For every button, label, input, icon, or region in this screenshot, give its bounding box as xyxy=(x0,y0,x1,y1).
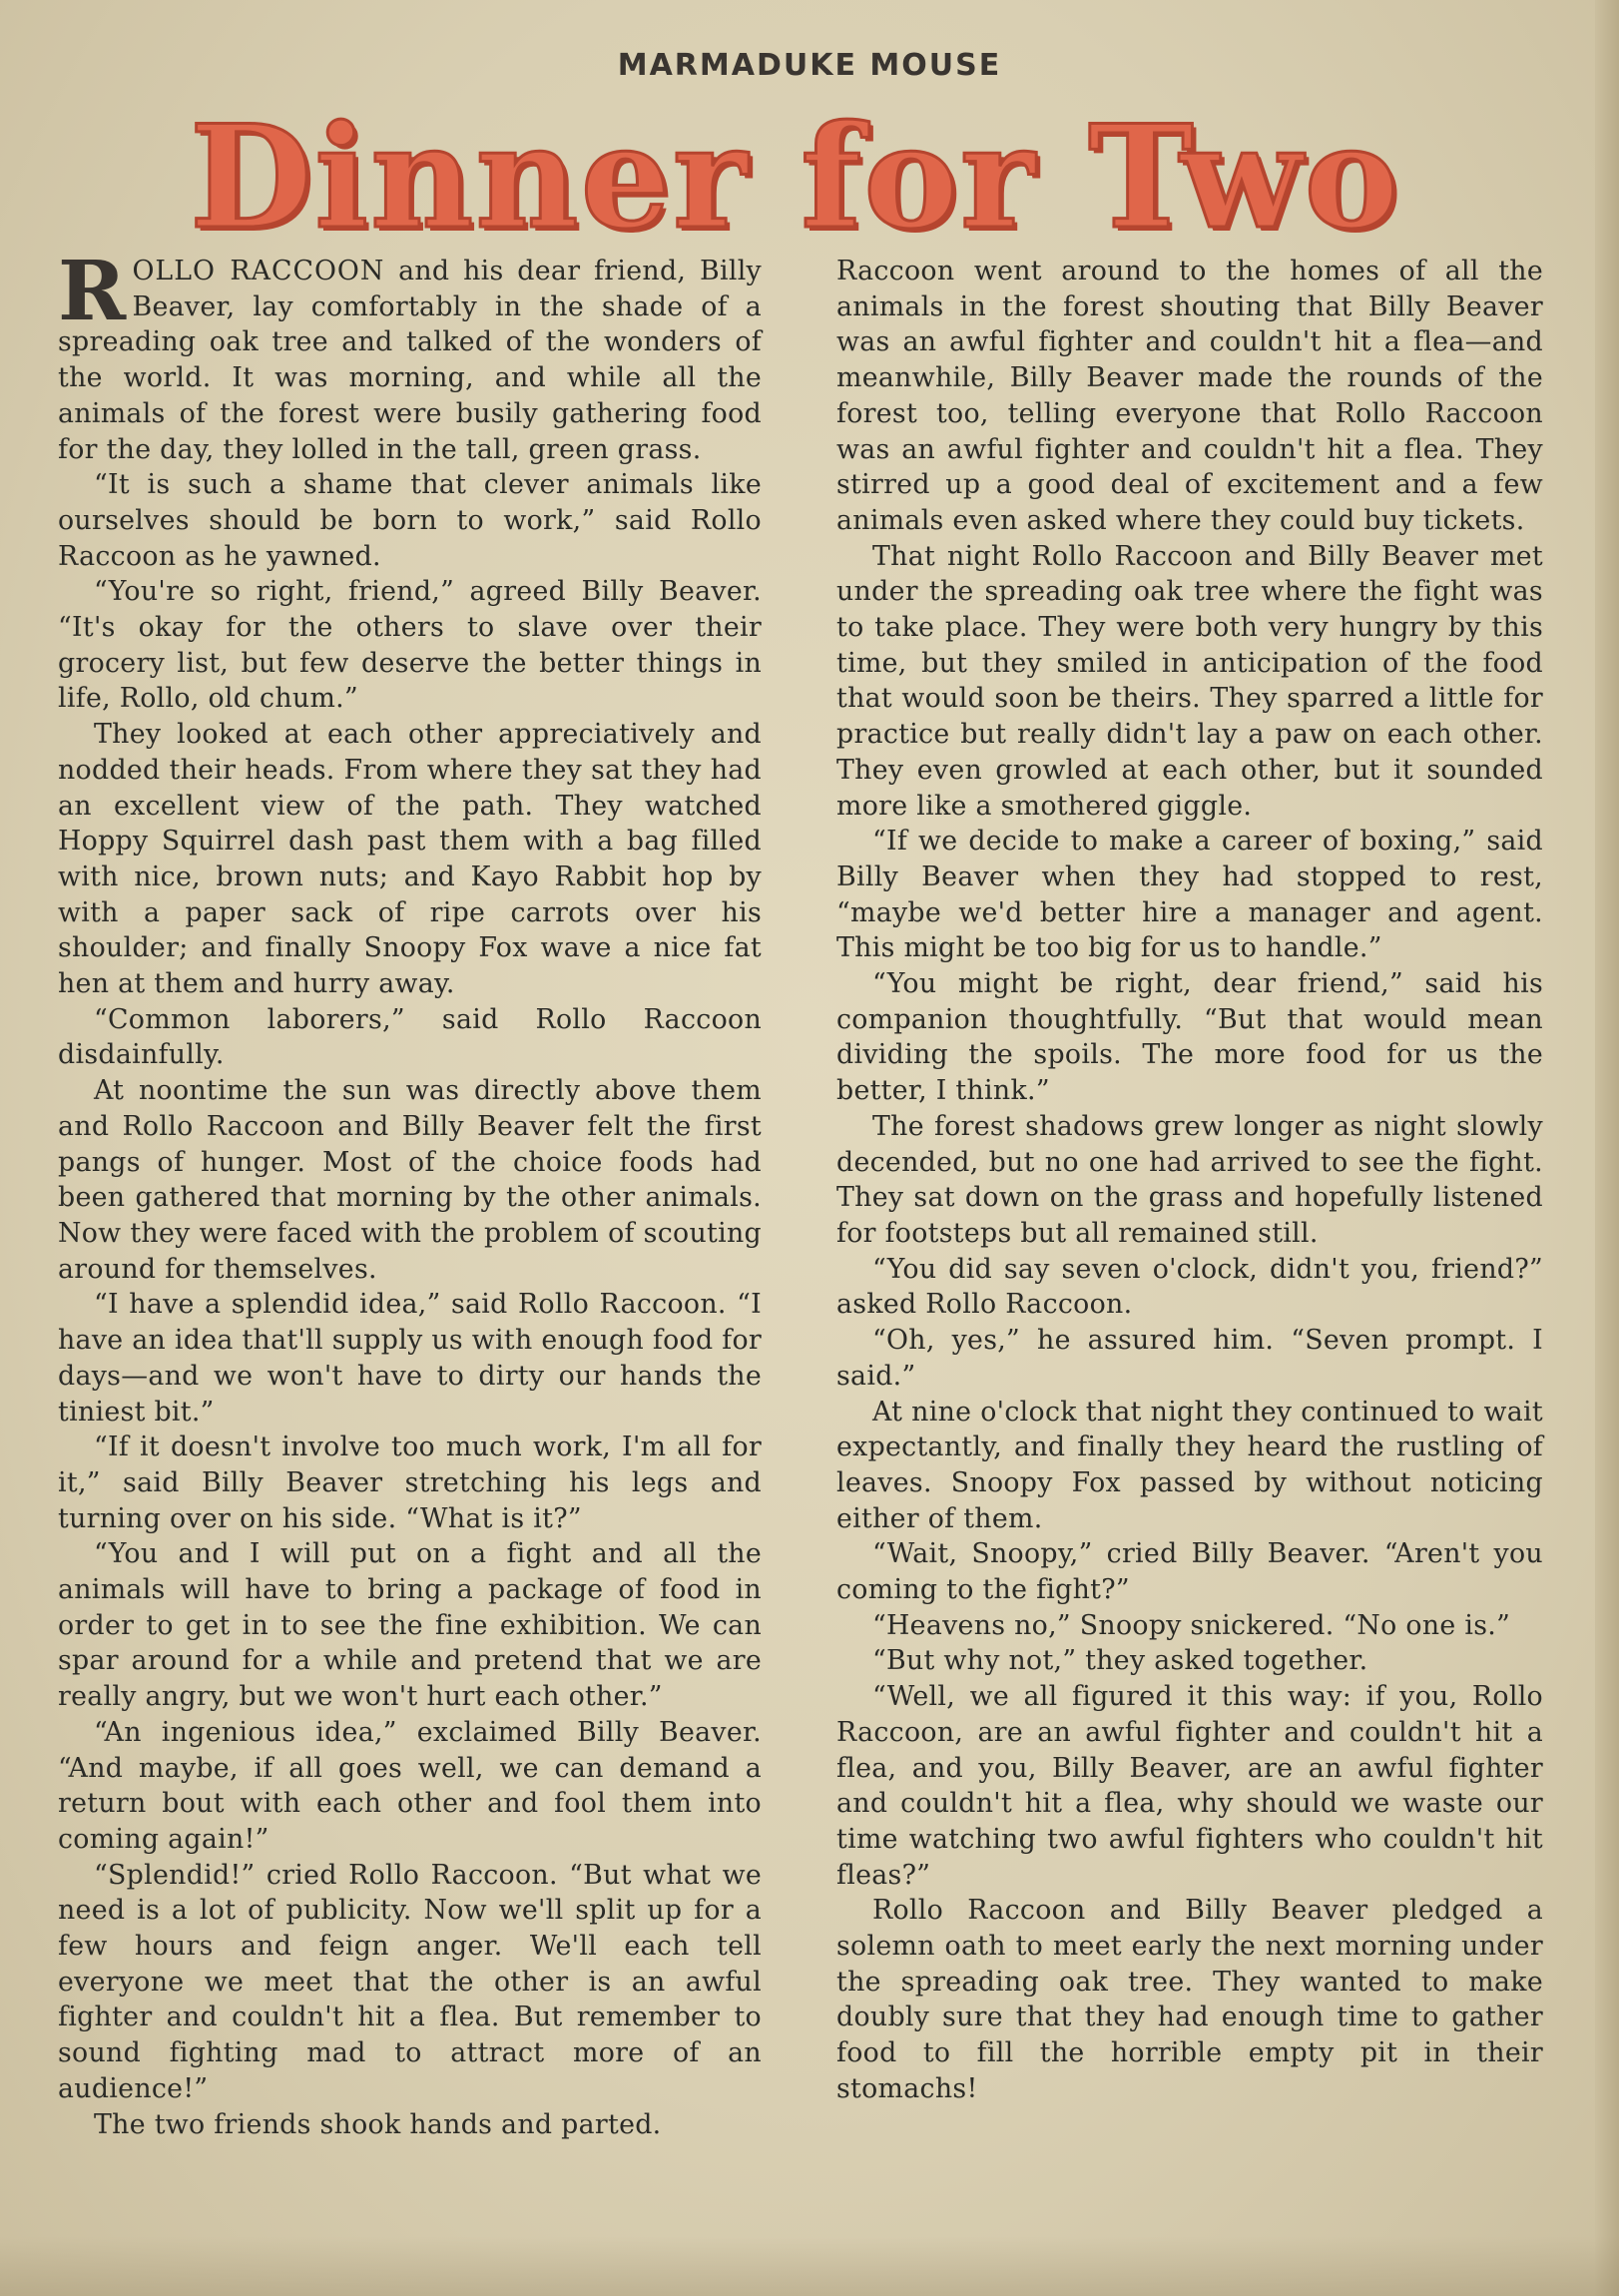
paragraph: “Common laborers,” said Rollo Raccoon disdainfully. xyxy=(58,1003,762,1071)
paragraph: “An ingenious idea,” exclaimed Billy Beaver. “And maybe, if all goes well, we can demand a return bout with each other and fool them into coming again!” xyxy=(58,1716,762,1855)
paragraph: “You and I will put on a fight and all the animals will have to bring a package of food in order to get in to see the fine exhibition. We can spar around for a while and pretend that we are really angry, but we won't hurt each other.” xyxy=(58,1538,762,1713)
paragraph: “You did say seven o'clock, didn't you, friend?” asked Rollo Raccoon. xyxy=(836,1253,1543,1321)
paragraph: “But why not,” they asked together. xyxy=(872,1645,1368,1677)
paragraph: Rollo Raccoon and Billy Beaver pledged a solemn oath to meet early the next morning under the spreading oak tree. They wanted to make doubly sure that they had enough time to gather food to fill the horrible empty pit in their stomachs! xyxy=(836,1895,1543,2104)
opening-caps: OLLO RACCOON xyxy=(132,256,385,287)
paragraph: “Well, we all figured it this way: if you, Rollo Raccoon, are an awful fighter and couldn't hit a flea, and you, Billy Beaver, are an awful fighter and couldn't hit a flea, why should we waste our time watching two awful fighters who couldn't hit fleas?” xyxy=(836,1681,1543,1891)
paragraph: “You might be right, dear friend,” said his companion thoughtfully. “But that would mean dividing the spoils. The more food for us the better, I think.” xyxy=(836,968,1543,1107)
page-edge xyxy=(1595,0,1619,2296)
drop-cap: R xyxy=(58,244,127,339)
opening-paragraph xyxy=(58,244,762,467)
paragraph: The forest shadows grew longer as night slowly decended, but no one had arrived to see the fight. They sat down on the grass and hopefully listened for footsteps but all remained still. xyxy=(836,1110,1543,1249)
paragraph: “I have a splendid idea,” said Rollo Raccoon. “I have an idea that'll supply us with enough food for days—and we won't have to dirty our hands the tiniest bit.” xyxy=(58,1289,762,1428)
paragraph: “Splendid!” cried Rollo Raccoon. “But what we need is a lot of publicity. Now we'll split up for a few hours and feign anger. We'll each tell everyone we meet that the other is an awful fighter and couldn't hit a flea. But remember to sound fighting mad to attract more of an audience!” xyxy=(58,1859,762,2104)
paragraph: “Heavens no,” Snoopy snickered. “No one is.” xyxy=(872,1609,1511,1641)
paragraph: That night Rollo Raccoon and Billy Beaver met under the spreading oak tree where the fight was to take place. They were both very hungry by this time, but they smiled in anticipation of the food that would soon be theirs. They sparred a little for practice but really didn't lay a paw on each other. They even growled at each other, but it sounded more like a smothered giggle. xyxy=(836,540,1543,822)
paragraph: At nine o'clock that night they continued to wait expectantly, and finally they heard the rustling of leaves. Snoopy Fox passed by without noticing either of them. xyxy=(836,1396,1543,1534)
paragraph: “You're so right, friend,” agreed Billy Beaver. “It's okay for the others to slave over their grocery list, but few deserve the better things in life, Rollo, old chum.” xyxy=(58,576,762,715)
running-head: MARMADUKE MOUSE xyxy=(617,48,1002,83)
paragraph: The two friends shook hands and parted. xyxy=(94,2108,662,2140)
paragraph: “If it doesn't involve too much work, I'm all for it,” said Billy Beaver stretching his legs and turning over on his side. “What is it?” xyxy=(58,1432,762,1534)
left-column xyxy=(58,244,762,2142)
story-title: Dinner for Two xyxy=(190,95,1401,261)
page-shadow xyxy=(0,2236,1619,2296)
paragraph: “It is such a shame that clever animals like ourselves should be born to work,” said Rollo Raccoon as he yawned. xyxy=(58,469,762,572)
paragraph: They looked at each other appreciatively and nodded their heads. From where they sat they had an excellent view of the path. They watched Hoppy Squirrel dash past them with a bag filled with nice, brown nuts; and Kayo Rabbit hop by with a paper sack of ripe carrots over his shoulder; and finally Snoopy Fox wave a nice fat hen at them and hurry away. xyxy=(58,719,762,1000)
opening-text: and his dear friend, Billy Beaver, lay comfortably in the shade of a spreading oak tree and talked of the wonders of the world. It was morning, and while all the animals of the forest were busily gathering food for the day, they lolled in the tall, green grass. xyxy=(58,256,762,465)
paragraph: “Oh, yes,” he assured him. “Seven prompt. I said.” xyxy=(836,1325,1543,1392)
paragraph: “Wait, Snoopy,” cried Billy Beaver. “Aren't you coming to the fight?” xyxy=(836,1538,1543,1606)
paragraph: “If we decide to make a career of boxing,” said Billy Beaver when they had stopped to rest, “maybe we'd better hire a manager and agent. This might be too big for us to handle.” xyxy=(836,826,1543,964)
continuation-paragraph: Raccoon went around to the homes of all the animals in the forest shouting that Billy Beaver was an awful fighter and couldn't hit a flea—and meanwhile, Billy Beaver made the rounds of the forest too, telling everyone that Rollo Raccoon was an awful fighter and couldn't hit a flea. They stirred up a good deal of excitement and a few animals even asked where they could buy tickets. xyxy=(836,256,1543,536)
right-column xyxy=(836,254,1543,2107)
paragraph: At noontime the sun was directly above them and Rollo Raccoon and Billy Beaver felt the first pangs of hunger. Most of the choice foods had been gathered that morning by the other animals. Now they were faced with the problem of scouting around for themselves. xyxy=(58,1075,762,1285)
